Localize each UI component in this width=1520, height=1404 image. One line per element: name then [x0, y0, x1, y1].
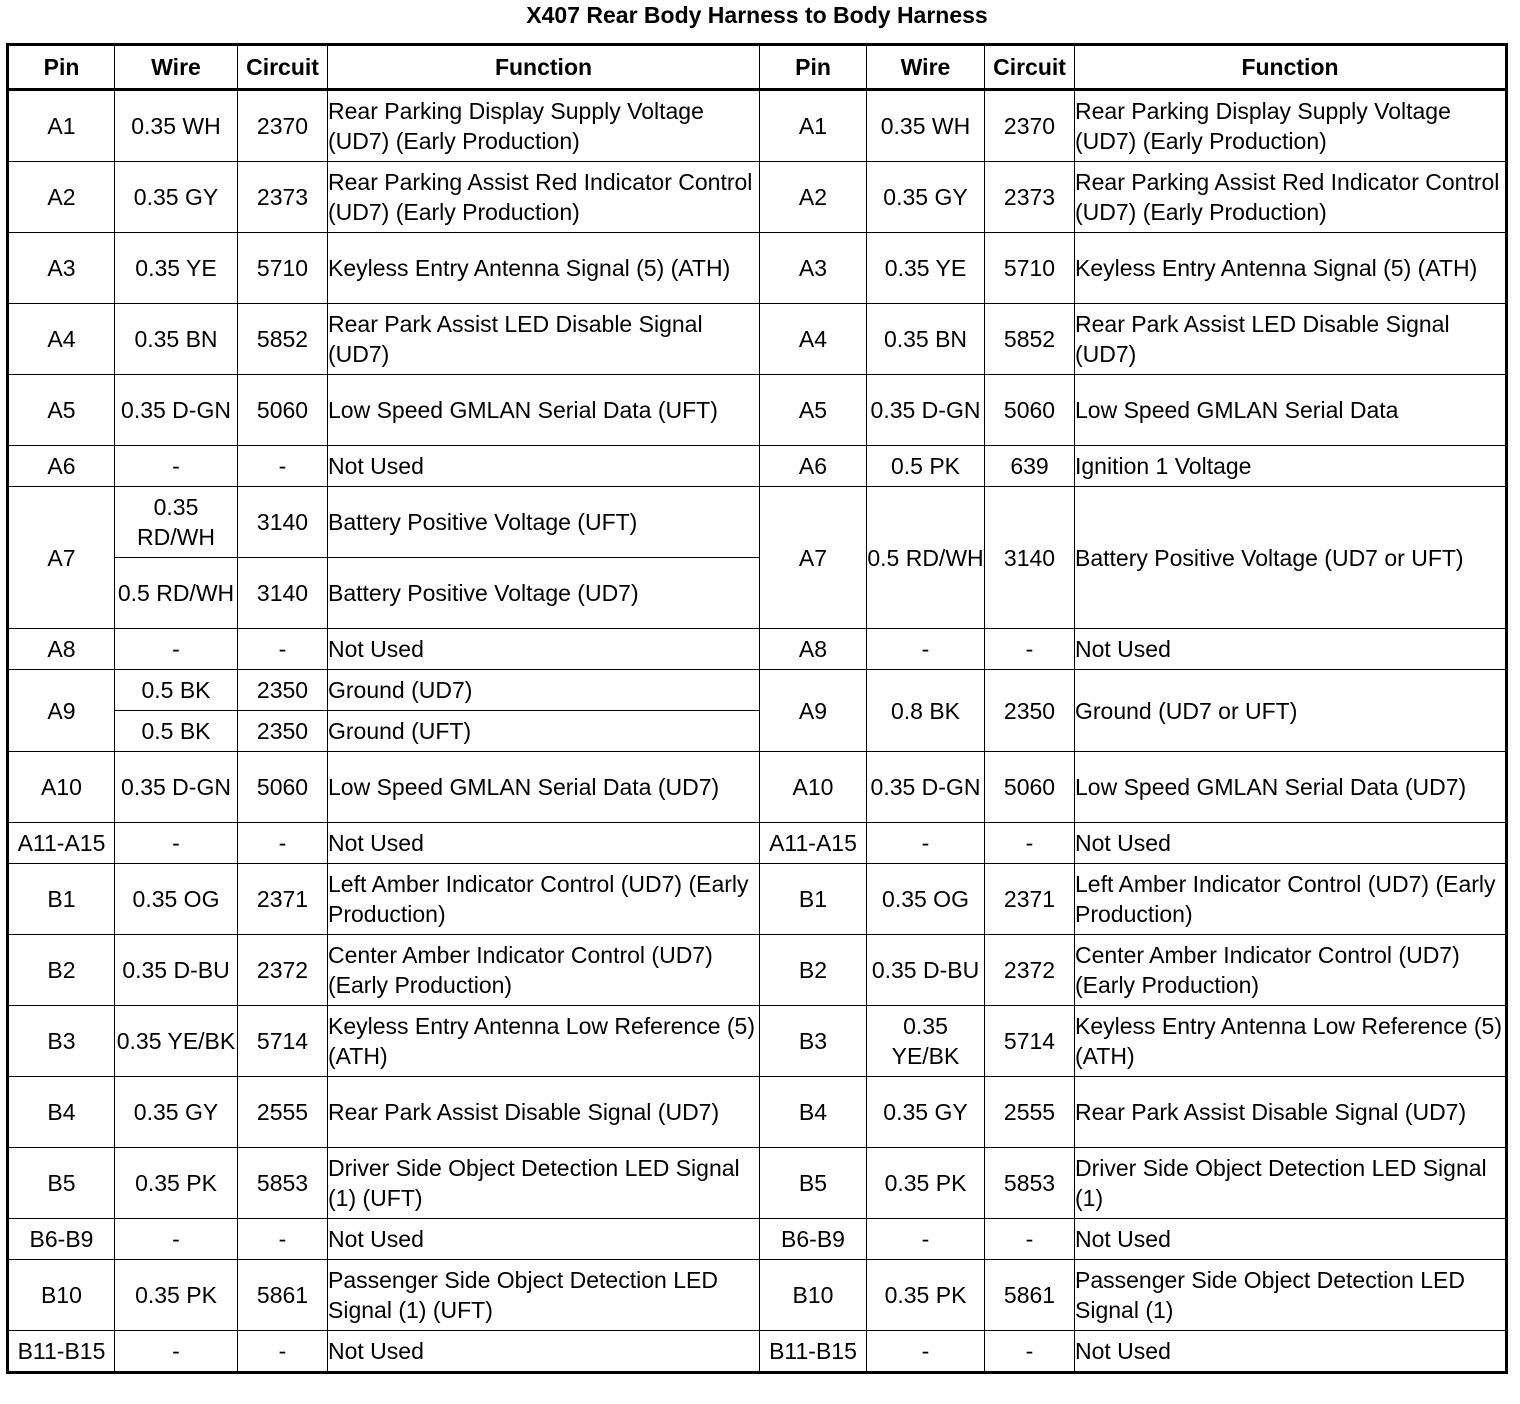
header-circuit: Circuit — [985, 45, 1075, 90]
table-cell: 5852 — [238, 304, 328, 375]
table-cell: Not Used — [328, 1219, 760, 1260]
table-row — [8, 90, 1507, 162]
table-cell: 5861 — [238, 1260, 328, 1331]
table-cell: - — [985, 823, 1075, 864]
table-cell: 5060 — [985, 752, 1075, 823]
table-row — [8, 629, 1507, 670]
table-cell: 5714 — [985, 1006, 1075, 1077]
table-cell: Driver Side Object Detection LED Signal (1) — [1075, 1148, 1507, 1219]
table-row — [8, 1077, 1507, 1148]
table-cell: 2373 — [238, 162, 328, 233]
table-cell: Left Amber Indicator Control (UD7) (Early Production) — [1075, 864, 1507, 935]
table-cell: Passenger Side Object Detection LED Signal (1) (UFT) — [328, 1260, 760, 1331]
table-cell: 0.35 D-BU — [867, 935, 985, 1006]
table-row — [8, 670, 1507, 711]
table-row — [8, 823, 1507, 864]
table-cell: 2555 — [238, 1077, 328, 1148]
table-cell: B1 — [8, 864, 115, 935]
table-cell: Keyless Entry Antenna Low Reference (5) (ATH) — [328, 1006, 760, 1077]
table-cell: Ground (UD7 or UFT) — [1075, 670, 1507, 752]
table-cell: 5710 — [238, 233, 328, 304]
table-row — [8, 864, 1507, 935]
table-cell: 5060 — [238, 375, 328, 446]
table-cell: A8 — [8, 629, 115, 670]
table-cell: - — [115, 823, 238, 864]
table-cell: Rear Parking Display Supply Voltage (UD7) (Early Production) — [1075, 90, 1507, 162]
table-cell: B2 — [8, 935, 115, 1006]
table-cell: 5852 — [985, 304, 1075, 375]
table-cell: A4 — [760, 304, 867, 375]
table-cell: Battery Positive Voltage (UD7 or UFT) — [1075, 487, 1507, 629]
table-cell: Low Speed GMLAN Serial Data — [1075, 375, 1507, 446]
header-function: Function — [328, 45, 760, 90]
table-cell: B10 — [8, 1260, 115, 1331]
document-title: X407 Rear Body Harness to Body Harness — [526, 2, 988, 28]
table-row — [8, 1006, 1507, 1077]
table-cell: Battery Positive Voltage (UFT) — [328, 487, 760, 558]
table-cell: A10 — [760, 752, 867, 823]
table-cell: Battery Positive Voltage (UD7) — [328, 558, 760, 629]
table-cell: 5714 — [238, 1006, 328, 1077]
table-cell: 5710 — [985, 233, 1075, 304]
table-cell: 0.35 GY — [867, 1077, 985, 1148]
table-cell: A11-A15 — [8, 823, 115, 864]
table-cell: 5853 — [985, 1148, 1075, 1219]
header-circuit: Circuit — [238, 45, 328, 90]
table-cell: A9 — [8, 670, 115, 752]
table-row — [8, 1219, 1507, 1260]
table-cell: B6-B9 — [760, 1219, 867, 1260]
table-row — [8, 1148, 1507, 1219]
table-row — [8, 752, 1507, 823]
table-cell: A10 — [8, 752, 115, 823]
table-cell: 0.35 YE/BK — [115, 1006, 238, 1077]
table-row — [8, 1331, 1507, 1373]
table-cell: - — [115, 446, 238, 487]
table-cell: B11-B15 — [760, 1331, 867, 1373]
table-row — [8, 446, 1507, 487]
table-cell: B1 — [760, 864, 867, 935]
table-cell: Keyless Entry Antenna Signal (5) (ATH) — [1075, 233, 1507, 304]
table-cell: Low Speed GMLAN Serial Data (UD7) — [1075, 752, 1507, 823]
table-cell: - — [985, 1331, 1075, 1373]
table-cell: - — [115, 1331, 238, 1373]
table-cell: A7 — [8, 487, 115, 629]
table-cell: 0.35 D-GN — [867, 752, 985, 823]
table-cell: A6 — [8, 446, 115, 487]
table-cell: - — [985, 1219, 1075, 1260]
table-cell: - — [867, 629, 985, 670]
table-cell: 0.5 RD/WH — [115, 558, 238, 629]
table-cell: 0.35 PK — [115, 1260, 238, 1331]
table-cell: A2 — [760, 162, 867, 233]
table-cell: B11-B15 — [8, 1331, 115, 1373]
table-cell: Not Used — [1075, 823, 1507, 864]
table-cell: Rear Park Assist Disable Signal (UD7) — [1075, 1077, 1507, 1148]
table-cell: 639 — [985, 446, 1075, 487]
table-cell: Left Amber Indicator Control (UD7) (Early Production) — [328, 864, 760, 935]
header-row — [8, 45, 1507, 90]
table-cell: 2373 — [985, 162, 1075, 233]
table-cell: A8 — [760, 629, 867, 670]
table-cell: 0.35 PK — [867, 1260, 985, 1331]
table-cell: Rear Parking Assist Red Indicator Control (UD7) (Early Production) — [328, 162, 760, 233]
table-cell: 0.8 BK — [867, 670, 985, 752]
table-cell: A4 — [8, 304, 115, 375]
table-cell: - — [867, 1331, 985, 1373]
table-cell: 0.35 OG — [115, 864, 238, 935]
table-cell: 0.35 GY — [867, 162, 985, 233]
table-row — [8, 375, 1507, 446]
table-cell: Not Used — [328, 823, 760, 864]
table-cell: 0.35 GY — [115, 162, 238, 233]
table-cell: 0.35 D-GN — [867, 375, 985, 446]
table-cell: Not Used — [1075, 1331, 1507, 1373]
table-cell: Passenger Side Object Detection LED Signal (1) — [1075, 1260, 1507, 1331]
table-cell: 0.35 GY — [115, 1077, 238, 1148]
table-cell: 0.5 RD/WH — [867, 487, 985, 629]
table-cell: 0.35 YE — [867, 233, 985, 304]
table-cell: 2372 — [985, 935, 1075, 1006]
table-cell: Not Used — [328, 629, 760, 670]
table-cell: 0.35 YE — [115, 233, 238, 304]
header-pin: Pin — [8, 45, 115, 90]
table-cell: 5060 — [238, 752, 328, 823]
table-cell: 2350 — [985, 670, 1075, 752]
table-cell: - — [115, 629, 238, 670]
table-cell: Low Speed GMLAN Serial Data (UD7) — [328, 752, 760, 823]
table-cell: Not Used — [328, 446, 760, 487]
table-cell: 2371 — [985, 864, 1075, 935]
table-cell: 2350 — [238, 711, 328, 752]
table-cell: - — [985, 629, 1075, 670]
table-cell: 5060 — [985, 375, 1075, 446]
table-cell: 0.5 PK — [867, 446, 985, 487]
table-row — [8, 935, 1507, 1006]
table-row — [8, 304, 1507, 375]
table-cell: 2370 — [985, 90, 1075, 162]
table-cell: 0.35 YE/BK — [867, 1006, 985, 1077]
table-cell: - — [238, 1219, 328, 1260]
table-cell: A5 — [8, 375, 115, 446]
table-cell: 3140 — [985, 487, 1075, 629]
table-cell: 0.35 PK — [115, 1148, 238, 1219]
table-cell: B3 — [8, 1006, 115, 1077]
table-cell: - — [238, 629, 328, 670]
table-cell: Keyless Entry Antenna Signal (5) (ATH) — [328, 233, 760, 304]
table-cell: - — [867, 1219, 985, 1260]
header-wire: Wire — [115, 45, 238, 90]
table-cell: B5 — [760, 1148, 867, 1219]
table-cell: 0.35 D-GN — [115, 752, 238, 823]
header-wire: Wire — [867, 45, 985, 90]
table-cell: Rear Park Assist LED Disable Signal (UD7) — [1075, 304, 1507, 375]
table-cell: 2371 — [238, 864, 328, 935]
table-cell: 0.35 PK — [867, 1148, 985, 1219]
table-cell: Rear Parking Assist Red Indicator Control (UD7) (Early Production) — [1075, 162, 1507, 233]
table-cell: Center Amber Indicator Control (UD7) (Early Production) — [1075, 935, 1507, 1006]
table-cell: 2350 — [238, 670, 328, 711]
table-cell: 0.35 D-BU — [115, 935, 238, 1006]
table-cell: A3 — [8, 233, 115, 304]
table-cell: A3 — [760, 233, 867, 304]
table-cell: B2 — [760, 935, 867, 1006]
table-cell: B4 — [8, 1077, 115, 1148]
table-row — [8, 487, 1507, 558]
table-row — [8, 162, 1507, 233]
table-cell: B3 — [760, 1006, 867, 1077]
header-pin: Pin — [760, 45, 867, 90]
table-cell: B10 — [760, 1260, 867, 1331]
table-cell: - — [238, 1331, 328, 1373]
table-cell: 3140 — [238, 558, 328, 629]
table-cell: Low Speed GMLAN Serial Data (UFT) — [328, 375, 760, 446]
table-cell: 5853 — [238, 1148, 328, 1219]
table-cell: Ground (UD7) — [328, 670, 760, 711]
table-cell: Not Used — [1075, 1219, 1507, 1260]
table-cell: A1 — [8, 90, 115, 162]
table-cell: 5861 — [985, 1260, 1075, 1331]
table-cell: Not Used — [328, 1331, 760, 1373]
table-cell: - — [115, 1219, 238, 1260]
table-cell: 2370 — [238, 90, 328, 162]
pinout-table — [6, 43, 1508, 1374]
table-cell: - — [867, 823, 985, 864]
table-cell: 3140 — [238, 487, 328, 558]
table-cell: 0.35 D-GN — [115, 375, 238, 446]
table-row — [8, 1260, 1507, 1331]
table-cell: 0.35 BN — [115, 304, 238, 375]
table-cell: Keyless Entry Antenna Low Reference (5) (ATH) — [1075, 1006, 1507, 1077]
table-cell: Not Used — [1075, 629, 1507, 670]
pinout-rows — [8, 90, 1507, 1373]
table-row — [8, 233, 1507, 304]
table-cell: 0.35 OG — [867, 864, 985, 935]
table-cell: Rear Park Assist Disable Signal (UD7) — [328, 1077, 760, 1148]
table-cell: 0.35 WH — [867, 90, 985, 162]
table-cell: A9 — [760, 670, 867, 752]
table-cell: A7 — [760, 487, 867, 629]
table-cell: B4 — [760, 1077, 867, 1148]
table-cell: Rear Park Assist LED Disable Signal (UD7) — [328, 304, 760, 375]
table-cell: A1 — [760, 90, 867, 162]
table-cell: Ignition 1 Voltage — [1075, 446, 1507, 487]
table-cell: B5 — [8, 1148, 115, 1219]
table-cell: A11-A15 — [760, 823, 867, 864]
table-cell: Driver Side Object Detection LED Signal (1) (UFT) — [328, 1148, 760, 1219]
table-cell: 0.35 WH — [115, 90, 238, 162]
table-cell: A5 — [760, 375, 867, 446]
table-cell: Rear Parking Display Supply Voltage (UD7) (Early Production) — [328, 90, 760, 162]
table-cell: 2555 — [985, 1077, 1075, 1148]
table-cell: 0.5 BK — [115, 670, 238, 711]
table-cell: A6 — [760, 446, 867, 487]
table-cell: Ground (UFT) — [328, 711, 760, 752]
table-cell: A2 — [8, 162, 115, 233]
table-cell: 2372 — [238, 935, 328, 1006]
table-cell: B6-B9 — [8, 1219, 115, 1260]
table-cell: - — [238, 823, 328, 864]
table-cell: 0.5 BK — [115, 711, 238, 752]
table-cell: - — [238, 446, 328, 487]
header-function: Function — [1075, 45, 1507, 90]
table-cell: 0.35 BN — [867, 304, 985, 375]
table-cell: Center Amber Indicator Control (UD7) (Early Production) — [328, 935, 760, 1006]
table-cell: 0.35 RD/WH — [115, 487, 238, 558]
